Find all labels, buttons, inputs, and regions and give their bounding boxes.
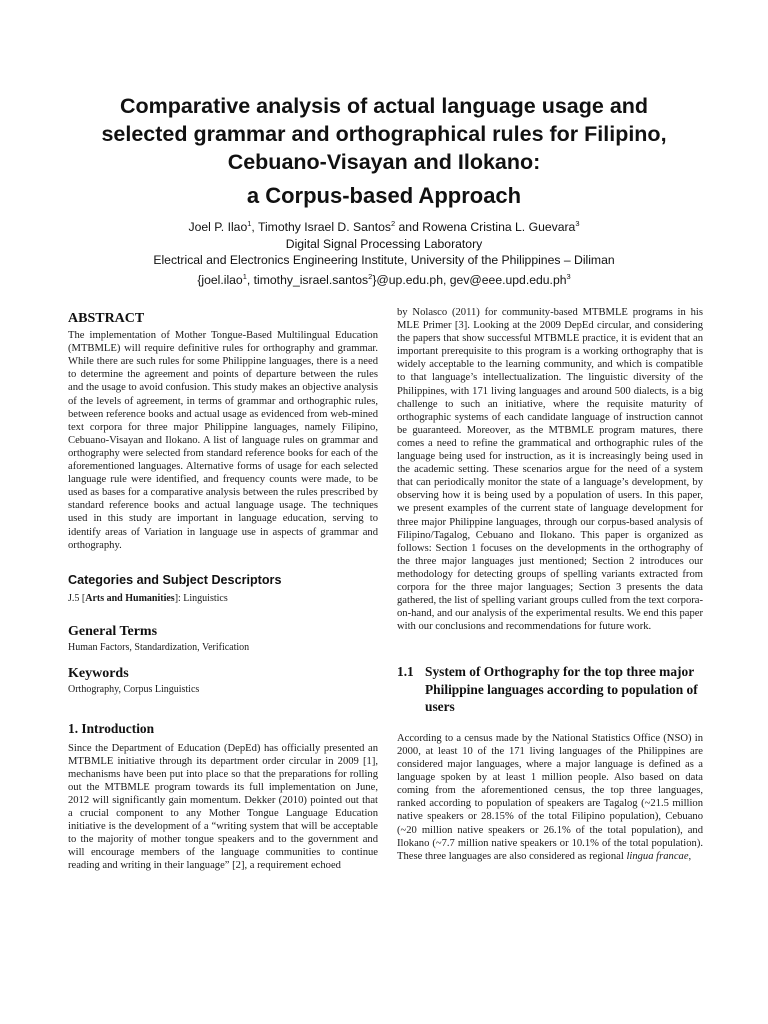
author-lab: Digital Signal Processing Laboratory [285, 236, 483, 251]
general-terms-body: Human Factors, Standardization, Verification [68, 642, 250, 654]
author-institute: Electrical and Electronics Engineering Institute, University of the Philippines – Diliman [153, 253, 615, 267]
author-emails [60, 269, 708, 289]
email-part-c: }@up.edu.ph, gev@eee.upd.edu.ph [372, 272, 567, 287]
email-part-c-sup: 3 [566, 271, 571, 281]
title-line-4: a Corpus-based Approach [246, 183, 522, 208]
author-separator-1: , [251, 220, 258, 234]
author-2: Timothy Israel D. Santos [257, 220, 391, 234]
author-block [60, 216, 708, 288]
author-1-sup: 1 [247, 219, 252, 228]
section-1-1-body-italic: lingua francae [626, 850, 689, 862]
categories-bold: Arts and Humanities [85, 592, 175, 604]
general-terms-heading: General Terms [68, 624, 158, 640]
section-1-1-body-a: According to a census made by the National Statistics Office (NSO) in 2000, at least 10 of the 171 living languages of the Philippines are considered major languages, where a major language is defined as a language spoken by at least 1 million people. Also based on data coming from the aforementioned census, the top three languages, ranked according to population of speakers are Tagalog (~21.5 million native speakers or 28.15% of the total Filipino population), Cebuano (~20 million native speakers or 26.1% of the total population), and Ilokano (~7.7 million native speakers or 10.1% of the total population). These three languages are also considered as regional [397, 732, 703, 862]
section-1-1-title: System of Orthography for the top three major Philippine languages according to population of users [425, 664, 698, 715]
right-column [397, 306, 703, 863]
abstract-heading: ABSTRACT [68, 311, 145, 326]
author-separator-2: and [395, 220, 423, 234]
categories-heading: Categories and Subject Descriptors [68, 572, 282, 587]
categories-code: J.5 [ [68, 592, 86, 604]
abstract-body: The implementation of Mother Tongue-Based Multilingual Education (MTBMLE) will require definitive rules for orthography and grammar. While there are such rules for some Philippine languages, there is a need to determine the agreement and points of departure between the rules and the usage to avoid confusion. This study makes an objective analysis of the levels of agreement, in terms of grammar and orthographic rules, between reference books and actual usage as evidenced from web-mined text corpora for three major Philippine languages, namely Filipino, Cebuano-Visayan and Ilokano. A list of language rules on grammar and orthography were selected from standard reference books for each of the aforementioned languages. Alternative forms of usage for each selected language rule were identified, and frequency counts were made, to be used as bases for a comparative analysis between the rules prescribed by standard reference books and actual language usage. The techniques used in this study are important in language education, serving to identify areas of Variation in language use in aspects of grammar and orthography. [68, 330, 378, 551]
categories-body [68, 593, 378, 606]
section-1-1-body-b: , [688, 850, 692, 862]
author-3-sup: 3 [575, 219, 580, 228]
introduction-body: Since the Department of Education (DepEd) has officially presented an MTBMLE initiative through its department order circular in 2009 [1], mechanisms have been put into place so that the preparations for rolling out the MTBMLE program towards its full implementation on June, 2012 will significantly gain momentum. Dekker (2010) pointed out that a crucial component to any Mother Tongue Language Education initiative is the development of a “writing system that will be acceptable to the majority of mother tongue speakers and to the government and will encourage members of the language communities to continue reading and writing in their language” [2], a requirement echoed [68, 742, 378, 872]
title-line-2: selected grammar and orthographical rules for Filipino, [101, 122, 667, 146]
title-line-3: Cebuano-Visayan and Ilokano: [227, 150, 541, 174]
author-1: Joel P. Ilao [188, 220, 248, 234]
right-intro-body: by Nolasco (2011) for community-based MTBMLE programs in his MLE Primer [3]. Looking at the 2009 DepEd circular, and considering the papers that show successful MTBMLE practice, it is evident that an important prerequisite to this program is a working orthography that is widely acceptable to the learning community, and which is compatible to that language’s intellectualization. The linguistic diversity of the Philippines, with 171 living languages and around 500 dialects, is a big challenge to such an initiative, where the requisite maturity of orthographic systems of each candidate language of instruction cannot be guaranteed. Moreover, as the MTBMLE program matures, there comes a need to refine the grammatical and orthographic rules of the language being used for instruction, as it is increasingly being used in the academic setting. These scenarios argue for the need of a system that can periodically monitor the state of a language’s development, by observing how it is being used by a population of users. In this paper, we present examples of the current state of language development for three major Philippine languages, through our corpus-based analysis of Filipino/Tagalog, Cebuano and Ilokano. This paper is organized as follows: Section 1 focuses on the developments in the orthography of the three major languages just mentioned; Section 2 introduces our methodology for detecting groups of spelling variants extracted from corpora for the three major languages; Section 3 presents the data gathered, the list of spelling variant groups culled from the text corpora-on-hand, and our analysis of the experimental results. We end this paper with our conclusions and recommendations for future work. [397, 307, 703, 633]
email-part-b: , timothy_israel.santos [246, 272, 369, 287]
author-2-sup: 2 [390, 219, 396, 228]
email-part-a: {joel.ilao [197, 272, 243, 287]
author-3: Rowena Cristina L. Guevara [422, 220, 576, 234]
author-names [60, 216, 708, 236]
categories-rest: ]: Linguistics [174, 592, 228, 604]
email-part-a-sup: 1 [242, 271, 247, 281]
paper-title [60, 92, 708, 210]
email-part-b-sup: 2 [368, 271, 373, 281]
section-1-1-number: 1.1 [397, 664, 414, 680]
introduction-heading: 1. Introduction [68, 721, 155, 737]
title-line-1: Comparative analysis of actual language usage and [119, 94, 649, 118]
keywords-heading: Keywords [68, 665, 129, 681]
section-1-1-heading [397, 663, 703, 716]
section-1-1-body [397, 732, 703, 863]
left-column [68, 312, 378, 873]
keywords-body: Orthography, Corpus Linguistics [68, 683, 200, 695]
